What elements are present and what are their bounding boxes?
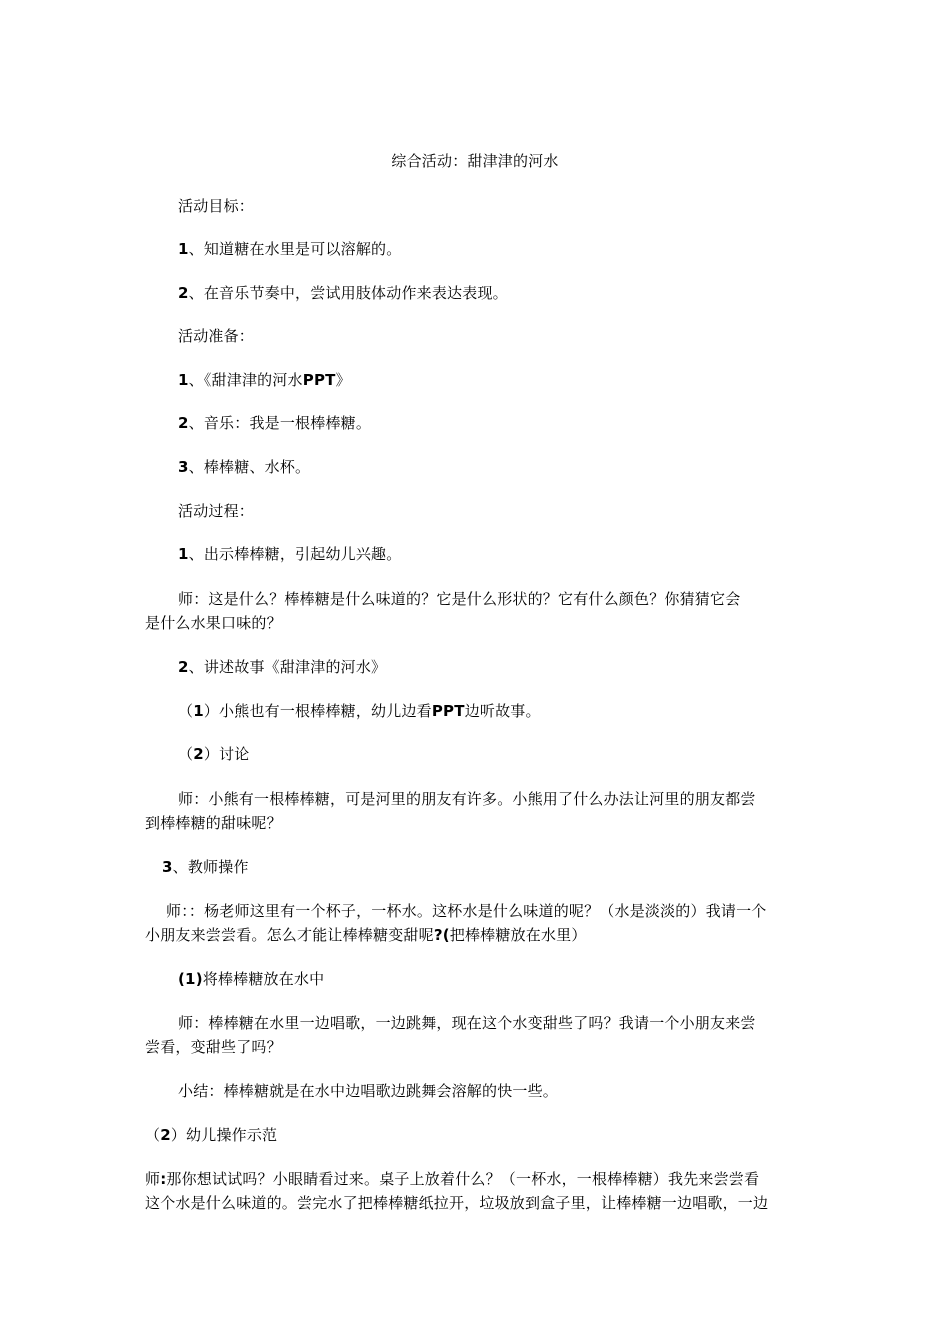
prep-1-end: 》 [335, 371, 351, 389]
prep-item-1 [178, 370, 351, 390]
goal-item-2 [178, 283, 508, 303]
goals-heading: 活动目标： [178, 197, 255, 215]
paragraph-3-line-2 [145, 925, 587, 945]
step-2-text: 、讲述故事《甜津津的河水》 [188, 658, 387, 676]
prep-3-text: 、棒棒糖、水杯。 [188, 458, 311, 476]
paragraph-5-line-1a: 师 [145, 1170, 161, 1188]
prep-1-text: 、《甜津津的河水 [188, 371, 303, 389]
prep-item-2 [178, 413, 371, 433]
paragraph-5-line-1c: 那你想试试吗？小眼睛看过来。桌子上放着什么？（一杯水，一根棒棒糖）我先来尝尝看 [166, 1170, 760, 1188]
prep-2-text: 、音乐：我是一根棒棒糖。 [188, 414, 372, 432]
substep-4-text: ）幼儿操作示范 [170, 1126, 278, 1144]
paragraph-3-line-1: 师：：杨老师这里有一个杯子，一杯水。这杯水是什么味道的呢？（水是淡淡的）我请一个 [166, 902, 767, 920]
paragraph-5-line-1 [145, 1169, 759, 1189]
paragraph-2-line-2: 到棒棒糖的甜味呢？ [145, 814, 282, 832]
step-2-number: 2 [178, 658, 189, 676]
prep-1-ppt: PPT [302, 371, 336, 389]
substep-3 [178, 969, 324, 989]
paragraph-1-line-1: 师：这是什么？棒棒糖是什么味道的？它是什么形状的？它有什么颜色？你猜猜它会 [178, 590, 741, 608]
paragraph-3-line-2a: 小朋友来尝尝看。怎么才能让棒棒糖变甜呢 [145, 926, 434, 944]
process-heading: 活动过程： [178, 502, 255, 520]
substep-1-open: （ [178, 702, 194, 720]
paragraph-5-line-2: 这个水是什么味道的。尝完水了把棒棒糖纸拉开，垃圾放到盒子里，让棒棒糖一边唱歌，一边 [145, 1194, 769, 1212]
goal-2-number: 2 [178, 284, 189, 302]
substep-4-number: 2 [160, 1126, 171, 1144]
goal-item-1 [178, 239, 401, 259]
paragraph-4-line-1: 师：棒棒糖在水里一边唱歌，一边跳舞，现在这个水变甜些了吗？我请一个小朋友来尝 [178, 1014, 756, 1032]
paragraph-2-line-1: 师：小熊有一根棒棒糖，可是河里的朋友有许多。小熊用了什么办法让河里的朋友都尝 [178, 790, 756, 808]
paragraph-3-line-2b: ?( [433, 926, 450, 944]
paragraph-4-line-2: 尝看，变甜些了吗？ [145, 1038, 282, 1056]
paragraph-1-line-2: 是什么水果口味的？ [145, 614, 282, 632]
step-1 [178, 544, 401, 564]
substep-1-text: ）小熊也有一根棒棒糖，幼儿边看 [203, 702, 432, 720]
substep-1-end: 边听故事。 [464, 702, 541, 720]
summary: 小结：棒棒糖就是在水中边唱歌边跳舞会溶解的快一些。 [178, 1082, 559, 1100]
step-1-number: 1 [178, 545, 189, 563]
substep-2 [178, 744, 249, 764]
prep-3-number: 3 [178, 458, 189, 476]
prep-item-3 [178, 457, 310, 477]
prep-1-number: 1 [178, 371, 189, 389]
substep-4 [145, 1125, 277, 1145]
goal-1-text: 、知道糖在水里是可以溶解的。 [188, 240, 402, 258]
step-3-number: 3 [162, 858, 173, 876]
substep-1 [178, 701, 541, 721]
step-3-text: 、教师操作 [172, 858, 249, 876]
substep-1-ppt: PPT [431, 702, 465, 720]
step-1-text: 、出示棒棒糖，引起幼儿兴趣。 [188, 545, 402, 563]
substep-1-number: 1 [193, 702, 204, 720]
paragraph-3-line-2c: 把棒棒糖放在水里） [449, 926, 587, 944]
paragraph-5-line-1b: : [160, 1170, 167, 1188]
prep-2-number: 2 [178, 414, 189, 432]
goal-2-text: 、在音乐节奏中，尝试用肢体动作来表达表现。 [188, 284, 508, 302]
substep-2-text: ）讨论 [203, 745, 250, 763]
prep-heading: 活动准备： [178, 327, 255, 345]
goal-1-number: 1 [178, 240, 189, 258]
step-2 [178, 657, 386, 677]
substep-4-open: （ [145, 1126, 161, 1144]
substep-3-text: 将棒棒糖放在水中 [202, 970, 325, 988]
substep-2-number: 2 [193, 745, 204, 763]
substep-3-number: (1) [178, 970, 203, 988]
step-3 [162, 857, 249, 877]
document-title: 综合活动：甜津津的河水 [391, 152, 559, 170]
substep-2-open: （ [178, 745, 194, 763]
